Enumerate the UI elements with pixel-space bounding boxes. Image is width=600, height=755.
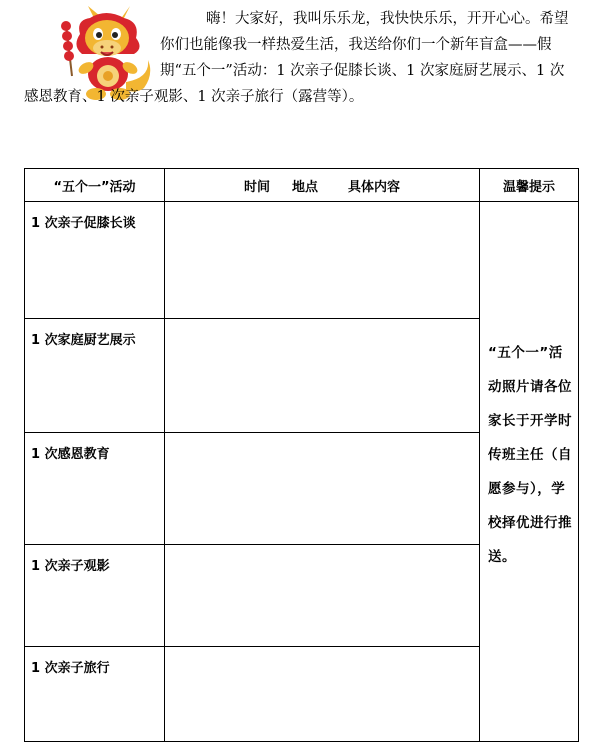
table-header-row xyxy=(25,169,579,202)
activity-details-cell[interactable] xyxy=(165,647,480,742)
header-activity: “五个一”活动 xyxy=(25,169,165,202)
activity-table xyxy=(24,168,579,742)
tip-text: “五个一”活动照片请各位家长于开学时传班主任（自愿参与），学校择优进行推送。 xyxy=(488,344,572,565)
header-tip: 温馨提示 xyxy=(480,169,579,202)
activity-name: 1 次亲子旅行 xyxy=(25,647,165,742)
activity-name: 1 次家庭厨艺展示 xyxy=(25,319,165,433)
tip-cell xyxy=(480,202,579,742)
activity-details-cell[interactable] xyxy=(165,545,480,647)
intro-greeting: 嗨！大家好，我叫乐乐龙，我快快乐乐，开开心心。 xyxy=(206,11,540,27)
intro-text: 希望你们也能像我一样热爱生活，我送给你们一个新年盲盒——假期“五个一”活动：1 次亲子促膝长谈、1 次家庭厨艺展示、1 次感恩教育、1 次亲子观影、1 次亲子旅行（露营等）。 xyxy=(24,11,569,105)
activity-name: 1 次亲子观影 xyxy=(25,545,165,647)
header-time: 时间 xyxy=(243,179,270,195)
activity-details-cell[interactable] xyxy=(165,319,480,433)
activity-details-cell[interactable] xyxy=(165,433,480,545)
header-place: 地点 xyxy=(291,179,318,195)
activity-name: 1 次感恩教育 xyxy=(25,433,165,545)
header-content: 具体内容 xyxy=(348,179,401,195)
intro-paragraph xyxy=(24,6,576,110)
activity-name: 1 次亲子促膝长谈 xyxy=(25,202,165,319)
table-row xyxy=(25,202,579,319)
activity-details-cell[interactable] xyxy=(165,202,480,319)
header-details xyxy=(165,169,480,202)
